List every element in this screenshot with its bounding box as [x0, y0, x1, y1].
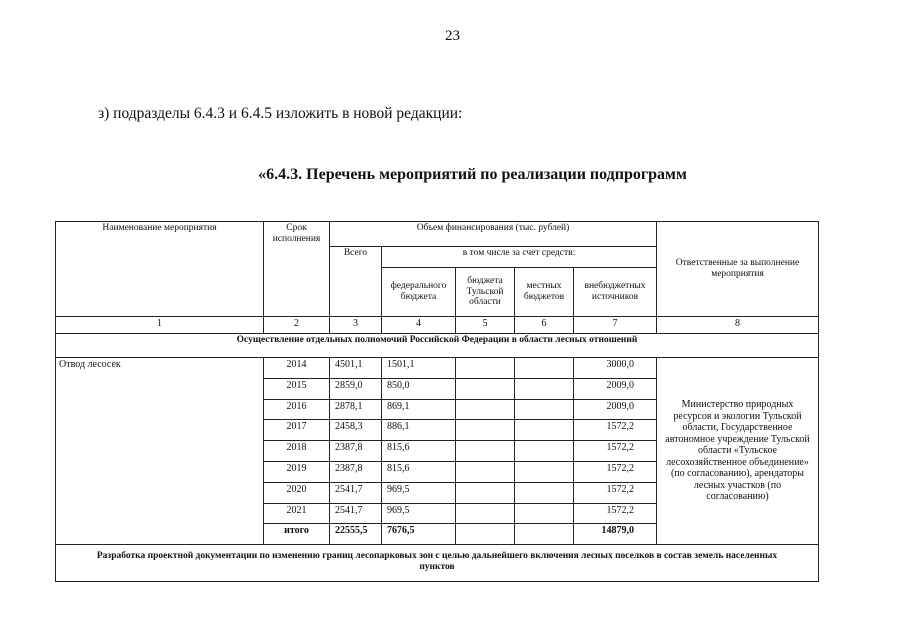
header-name: Наименование мероприятия [56, 222, 264, 317]
cell-total: 2541,7 [330, 503, 382, 524]
cell-local [515, 378, 574, 399]
cell-year: 2017 [264, 420, 330, 441]
cell-regional [456, 524, 515, 545]
cell-regional [456, 503, 515, 524]
column-number: 1 [56, 317, 264, 334]
cell-year: 2020 [264, 482, 330, 503]
cell-local [515, 420, 574, 441]
cell-extra: 1572,2 [574, 503, 657, 524]
cell-federal: 969,5 [382, 503, 456, 524]
cell-federal: 850,0 [382, 378, 456, 399]
cell-local [515, 524, 574, 545]
cell-total: 2387,8 [330, 461, 382, 482]
cell-extra: 1572,2 [574, 482, 657, 503]
header-extra: внебюджетных источников [574, 268, 657, 317]
cell-year: 2019 [264, 461, 330, 482]
cell-federal: 969,5 [382, 482, 456, 503]
cell-total: 22555,5 [330, 524, 382, 545]
activities-table [55, 221, 819, 582]
column-number: 3 [330, 317, 382, 334]
header-row-1 [56, 222, 819, 247]
header-term: Срок исполнения [264, 222, 330, 317]
cell-extra: 1572,2 [574, 461, 657, 482]
section-row [56, 334, 819, 358]
header-including: в том числе за счет средств: [382, 247, 657, 268]
cell-regional [456, 482, 515, 503]
cell-regional [456, 399, 515, 420]
cell-total: 2541,7 [330, 482, 382, 503]
column-number: 2 [264, 317, 330, 334]
column-numbers-row [56, 317, 819, 334]
column-number: 6 [515, 317, 574, 334]
cell-local [515, 358, 574, 379]
column-number: 8 [657, 317, 819, 334]
cell-extra: 2009,0 [574, 378, 657, 399]
section-heading: «6.4.3. Перечень мероприятий по реализации подпрограмм [258, 166, 687, 183]
section2-title: Разработка проектной документации по изменению границ лесопарковых зон с целью дальнейшего включения лесных поселков в состав земель населенных пунктов [56, 545, 819, 582]
section1-title: Осуществление отдельных полномочий Российской Федерации в области лесных отношений [56, 334, 819, 358]
column-number: 5 [456, 317, 515, 334]
cell-federal: 815,6 [382, 461, 456, 482]
header-total: Всего [330, 247, 382, 317]
cell-extra: 1572,2 [574, 420, 657, 441]
header-regional: бюджета Тульской области [456, 268, 515, 317]
cell-regional [456, 441, 515, 462]
cell-year: итого [264, 524, 330, 545]
cell-year: 2021 [264, 503, 330, 524]
cell-regional [456, 378, 515, 399]
cell-local [515, 399, 574, 420]
cell-federal: 815,6 [382, 441, 456, 462]
column-number: 7 [574, 317, 657, 334]
cell-extra: 2009,0 [574, 399, 657, 420]
cell-local [515, 441, 574, 462]
cell-year: 2014 [264, 358, 330, 379]
responsible-text: Министерство природных ресурсов и экологии Тульской области, Государственное автономное учреждение Тульской области «Тульское лесохозяйственное объединение» (по согласованию), арендаторы лесных участков (по согласованию) [657, 358, 819, 545]
cell-year: 2015 [264, 378, 330, 399]
cell-federal: 7676,5 [382, 524, 456, 545]
cell-extra: 1572,2 [574, 441, 657, 462]
cell-regional [456, 358, 515, 379]
cell-year: 2018 [264, 441, 330, 462]
cell-total: 2859,0 [330, 378, 382, 399]
page-number: 23 [445, 28, 460, 44]
activity-name: Отвод лесосек [56, 358, 264, 545]
cell-local [515, 503, 574, 524]
cell-extra: 3000,0 [574, 358, 657, 379]
column-number: 4 [382, 317, 456, 334]
cell-local [515, 482, 574, 503]
cell-total: 2387,8 [330, 441, 382, 462]
cell-federal: 869,1 [382, 399, 456, 420]
cell-local [515, 461, 574, 482]
header-federal: федерального бюджета [382, 268, 456, 317]
cell-year: 2016 [264, 399, 330, 420]
cell-regional [456, 420, 515, 441]
cell-total: 2458,3 [330, 420, 382, 441]
section-row [56, 545, 819, 582]
intro-text: з) подразделы 6.4.3 и 6.4.5 изложить в новой редакции: [98, 105, 463, 122]
header-responsible: Ответственные за выполнение мероприятия [657, 222, 819, 317]
cell-total: 2878,1 [330, 399, 382, 420]
cell-federal: 886,1 [382, 420, 456, 441]
cell-extra: 14879,0 [574, 524, 657, 545]
cell-regional [456, 461, 515, 482]
header-financing: Объем финансирования (тыс. рублей) [330, 222, 657, 247]
cell-total: 4501,1 [330, 358, 382, 379]
table-row [56, 358, 819, 379]
cell-federal: 1501,1 [382, 358, 456, 379]
header-local: местных бюджетов [515, 268, 574, 317]
